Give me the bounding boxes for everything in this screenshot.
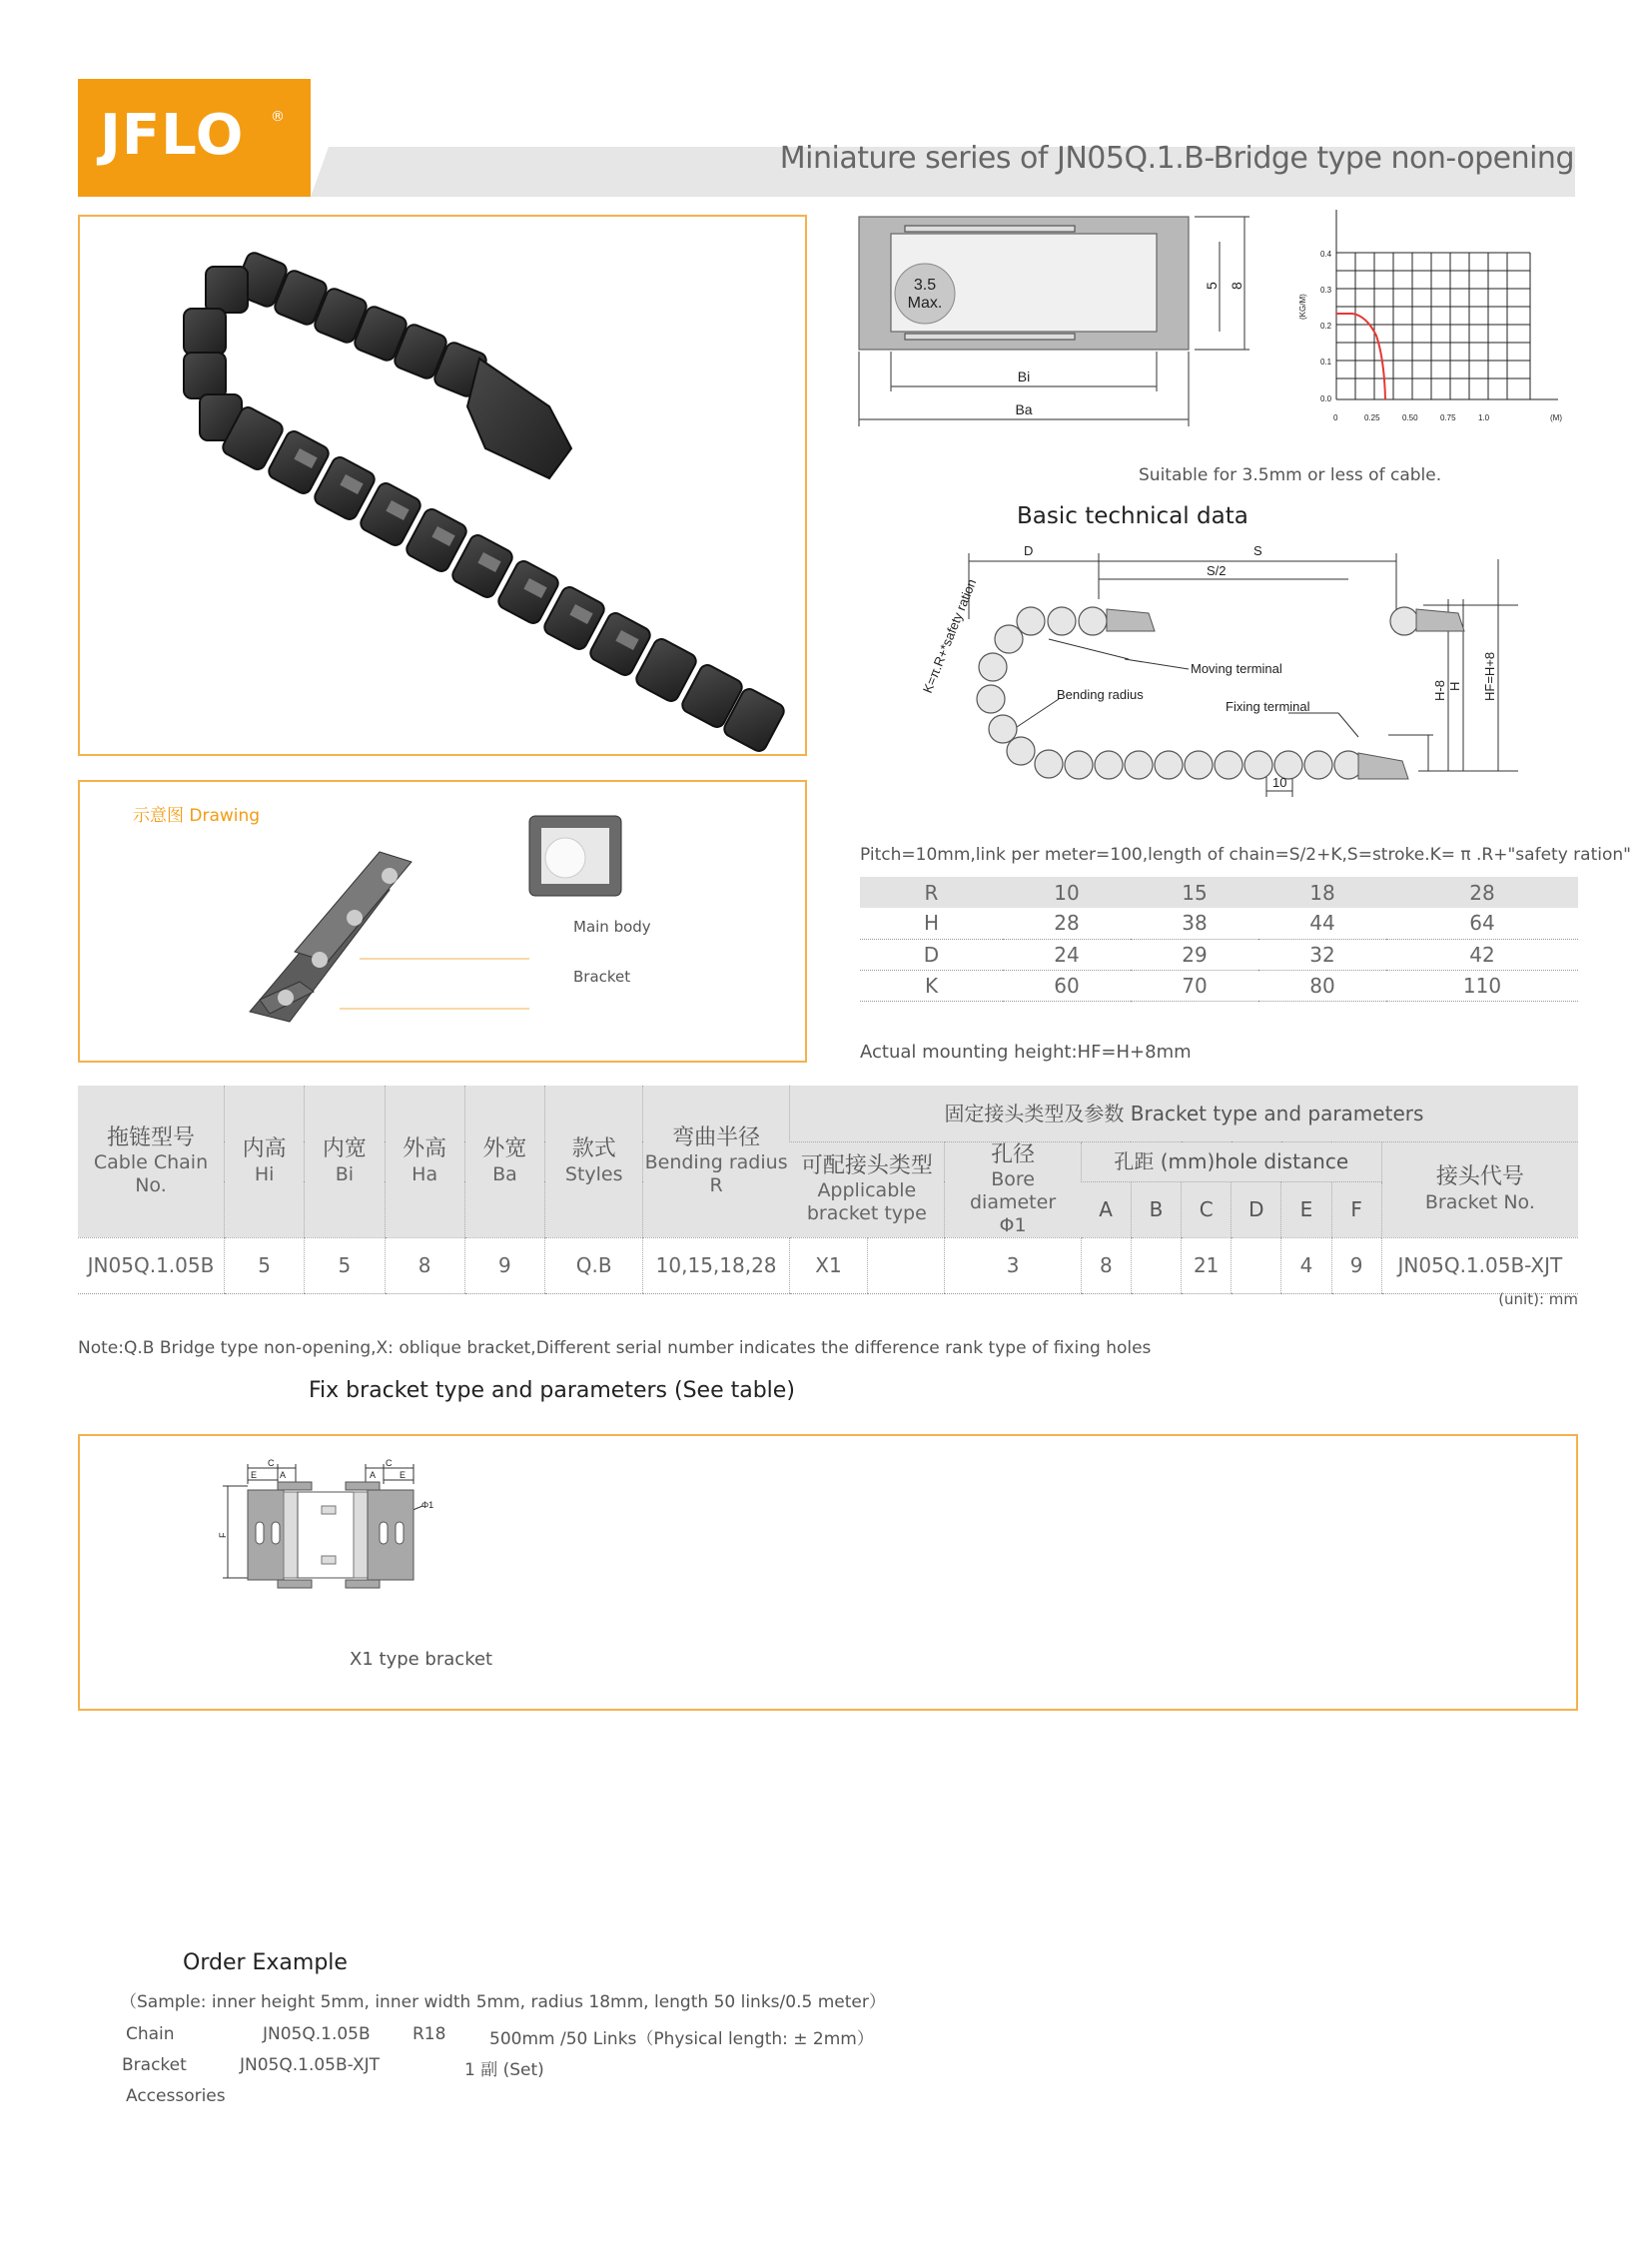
bracket-dim-a2: A [370,1470,377,1480]
cell-bracket-no: JN05Q.1.05B-XJT [1381,1237,1578,1293]
spec-cell: K [860,970,1003,1001]
cell-radius: 10,15,18,28 [643,1237,789,1293]
dim-8-label: 8 [1229,282,1244,290]
cell-chain: JN05Q.1.05B [78,1237,224,1293]
mounting-height: Actual mounting height:HF=H+8mm [860,1042,1192,1063]
h-a: A [1081,1181,1131,1237]
k-formula: K=π.R+*safety ration [919,576,980,696]
main-body-icon [525,812,625,902]
logo-text: JFLO [100,103,245,168]
fix-bracket-heading: Fix bracket type and parameters (See table) [309,1378,795,1403]
h-style-cn: 款式 [571,1136,616,1162]
h-chain-en: Cable Chain No. [93,1151,209,1196]
moving-terminal-label: Moving terminal [1191,661,1282,676]
order-accessories-label: Accessories [126,2086,226,2106]
cable-note: Suitable for 3.5mm or less of cable. [1139,465,1442,485]
order-bracket-no: JN05Q.1.05B-XJT [240,2055,380,2075]
bracket-label: Bracket [573,968,631,986]
spec-cell: 29 [1131,939,1258,970]
cable-chain-photo [80,217,805,754]
h-type-en: Applicable bracket type [806,1179,927,1225]
brand-logo [78,79,311,197]
order-chain-no: JN05Q.1.05B [263,2024,371,2044]
load-curve [1336,314,1385,399]
pitch-label: 10 [1272,775,1287,790]
bracket-dim-a1: A [280,1470,287,1480]
load-graph [1288,210,1578,434]
y-tick: 0.4 [1320,250,1332,259]
cell-f: 9 [1331,1237,1381,1293]
y-tick: 0.3 [1320,286,1332,295]
cell-ha: 8 [385,1237,464,1293]
bracket-drawing [218,1456,537,1606]
spec-cell: 60 [1003,970,1131,1001]
h-chain-cn: 拖链型号 [106,1124,195,1150]
dim-s2: S/2 [1207,563,1227,578]
spec-table [860,877,1578,1002]
cell-bi: 5 [305,1237,385,1293]
cable-size-circle [895,264,955,324]
h-bi-cn: 内宽 [322,1136,367,1162]
h-hole: 孔距 (mm)hole distance [1081,1141,1381,1181]
h-ba-cn: 外宽 [482,1136,527,1162]
h-hi-cn: 内高 [242,1136,287,1162]
spec-cell: 15 [1131,877,1258,908]
order-chain-length: 500mm /50 Links（Physical length: ± 2mm） [489,2029,874,2049]
x-tick: 0 [1333,413,1338,422]
pitch-note: Pitch=10mm,link per meter=100,length of chain=S/2+K,S=stroke.K= π .R+"safety ration" [860,845,1631,865]
cell-d [1232,1237,1281,1293]
graph-grid [1336,253,1530,399]
spec-cell: 10 [1003,877,1131,908]
h-style-en: Styles [564,1162,623,1185]
h-bi-en: Bi [335,1162,355,1185]
title-band-wedge [311,147,329,197]
y-tick: 0.0 [1320,394,1332,403]
x-tick: 0.75 [1440,413,1456,422]
drawing-label: 示意图 Drawing [133,806,261,826]
bracket-dim-c1: C [268,1458,275,1468]
bracket-dim-phi: Φ1 [421,1500,434,1510]
h-f: F [1331,1181,1381,1237]
spec-row-r [860,877,1578,908]
spec-row-h [860,908,1578,939]
h-e: E [1281,1181,1331,1237]
order-bracket-label: Bracket [122,2055,187,2075]
spec-cell: D [860,939,1003,970]
bending-radius-label: Bending radius [1057,687,1144,702]
order-chain-label: Chain [126,2024,175,2044]
spec-row-k [860,970,1578,1001]
dim-d: D [1024,543,1034,558]
max-label-2: Max. [907,295,943,312]
x-tick: 0.50 [1402,413,1418,422]
bracket-dim-f: F [218,1532,228,1538]
h-ba-en: Ba [492,1162,517,1185]
spec-cell: H [860,908,1003,939]
dim-bi-label: Bi [1017,369,1031,384]
spec-cell: 18 [1258,877,1386,908]
h-hi-en: Hi [254,1162,275,1185]
dim-h: H [1447,681,1462,691]
cell-type: X1 [789,1237,867,1293]
spec-cell: 42 [1386,939,1578,970]
h-group: 固定接头类型及参数 Bracket type and parameters [789,1086,1578,1141]
cell-b [1131,1237,1181,1293]
h-bore-en: Bore diameter [970,1168,1057,1213]
h-b: B [1131,1181,1181,1237]
order-heading: Order Example [183,1950,348,1975]
note: Note:Q.B Bridge type non-opening,X: oblique bracket,Different serial number indicates the difference rank type of fixing holes [78,1338,1152,1358]
spec-cell: 64 [1386,908,1578,939]
bracket-frame [78,1434,1578,1711]
bending-diagram [919,539,1538,809]
bracket-dim-c2: C [386,1458,393,1468]
spec-cell: 24 [1003,939,1131,970]
spec-row-d [860,939,1578,970]
h-bore-sym: Φ1 [999,1213,1027,1236]
dim-h8: H-8 [1432,680,1447,701]
cell-a: 8 [1081,1237,1131,1293]
order-chain-r: R18 [413,2024,446,2044]
link-drawing [240,812,539,1032]
spec-cell: 32 [1258,939,1386,970]
main-spec-table [78,1086,1578,1294]
h-c: C [1182,1181,1232,1237]
h-ha-en: Ha [412,1162,438,1185]
spec-cell: 38 [1131,908,1258,939]
max-label-1: 3.5 [913,277,937,294]
bracket-dim-e2: E [400,1470,407,1480]
h-bend-r: R [709,1173,723,1196]
y-tick: 0.1 [1320,358,1332,367]
order-sample: （Sample: inner height 5mm, inner width 5mm, radius 18mm, length 50 links/0.5 meter） [120,1992,886,2012]
h-d: D [1232,1181,1281,1237]
cell-type-extra [868,1237,945,1293]
bracket-dim-e1: E [251,1470,258,1480]
main-body-label: Main body [573,918,651,936]
h-no-en: Bracket No. [1424,1190,1535,1213]
x-tick: 0.25 [1364,413,1380,422]
cell-bore: 3 [945,1237,1081,1293]
x-tick: 1.0 [1478,413,1490,422]
h-no-cn: 接头代号 [1435,1164,1524,1190]
spec-cell: 80 [1258,970,1386,1001]
drawing-frame [78,780,807,1063]
spec-cell: 110 [1386,970,1578,1001]
page-title: Miniature series of JN05Q.1.B-Bridge type non-opening [779,141,1574,176]
cell-c: 21 [1182,1237,1232,1293]
order-bracket-qty: 1 副 (Set) [464,2060,544,2080]
unit-label: (unit): mm [1498,1290,1578,1308]
spec-cell: R [860,877,1003,908]
y-tick: 0.2 [1320,322,1332,331]
fixing-terminal-label: Fixing terminal [1226,699,1310,714]
dim-s: S [1253,543,1262,558]
basic-data-heading: Basic technical data [1017,503,1248,529]
h-type-cn: 可配接头类型 [800,1153,933,1178]
bending-chain-links [977,607,1418,779]
x-axis-label: (M) [1550,413,1562,422]
dim-5-label: 5 [1204,282,1220,290]
y-axis-label: (KG/M) [1298,294,1307,320]
spec-cell: 70 [1131,970,1258,1001]
cross-section-diagram [855,212,1254,426]
cell-style: Q.B [545,1237,643,1293]
cell-e: 4 [1281,1237,1331,1293]
cell-ba: 9 [464,1237,544,1293]
bracket-caption: X1 type bracket [350,1649,493,1670]
h-bend-cn: 弯曲半径 [672,1124,761,1150]
h-bore-cn: 孔径 [991,1141,1036,1167]
chain-bend [184,267,248,440]
spec-cell: 28 [1003,908,1131,939]
h-bend-en: Bending radius [644,1151,788,1174]
dim-hf: HF=H+8 [1482,651,1497,701]
table-row [78,1237,1578,1293]
product-photo-frame [78,215,807,756]
cell-hi: 5 [224,1237,304,1293]
spec-cell: 28 [1386,877,1578,908]
h-ha-cn: 外高 [403,1136,447,1162]
spec-cell: 44 [1258,908,1386,939]
registered-mark: ® [271,109,285,125]
dim-ba-label: Ba [1015,401,1033,417]
